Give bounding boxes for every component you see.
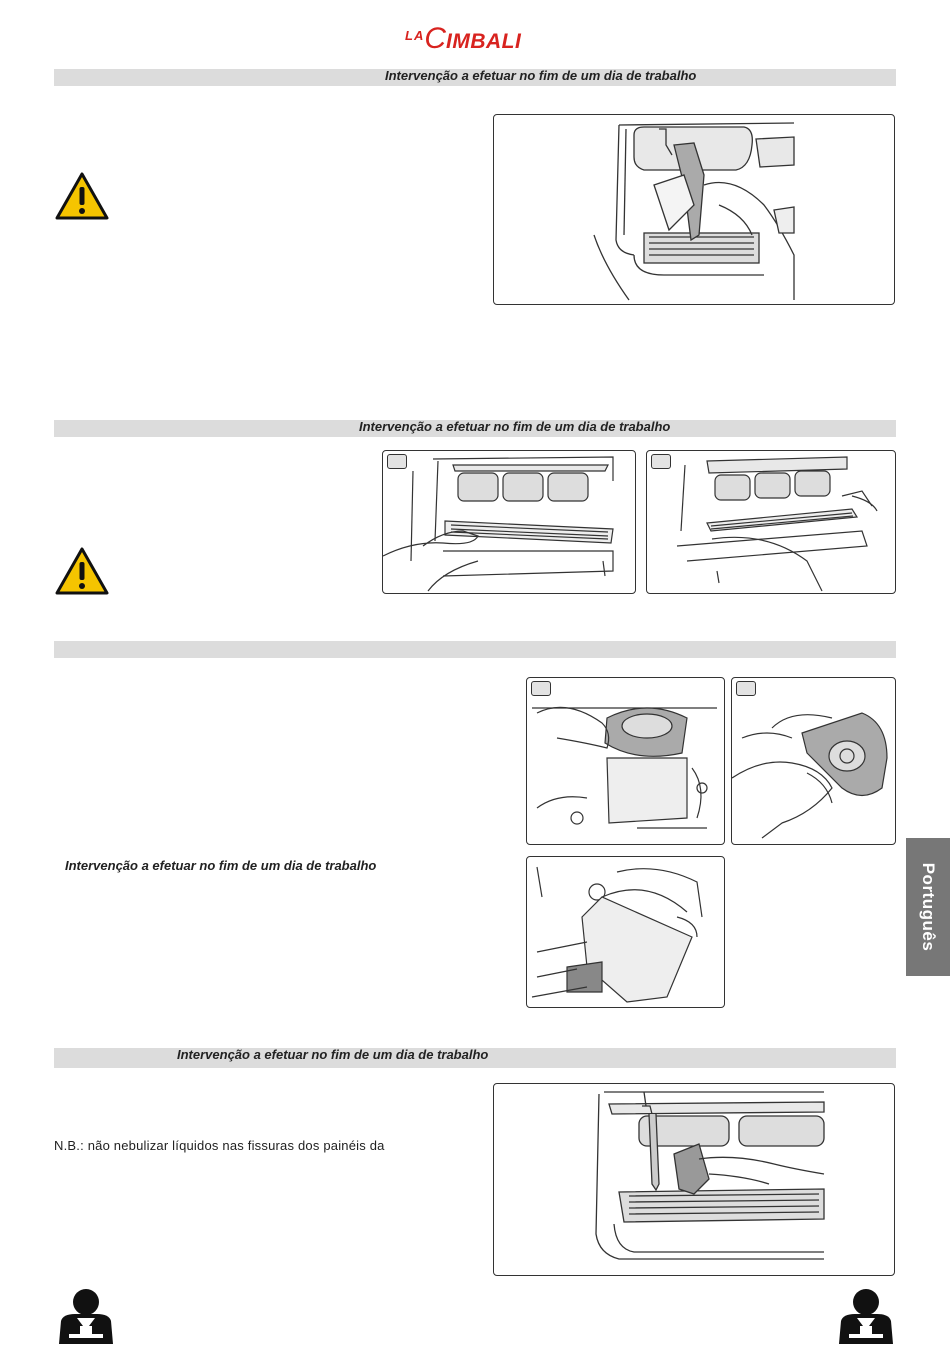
language-tab-label: Português (919, 862, 938, 952)
warning-triangle-icon (54, 546, 110, 596)
step-tag (387, 454, 407, 469)
logo-prefix: LA (405, 28, 425, 43)
filter-removal-illustration (526, 677, 725, 845)
drip-tray-removal-illustration (382, 450, 636, 594)
machine-body-cleaning-illustration (493, 1083, 895, 1276)
section-5-title: Intervenção a efetuar no fim de um dia de trabalho (177, 1047, 489, 1062)
water-pouring-illustration (526, 856, 725, 1008)
warning-triangle-icon (54, 171, 110, 221)
logo-rest: IMBALI (446, 30, 522, 53)
step-tag (736, 681, 756, 696)
barista-icon (835, 1286, 897, 1346)
brand-logo (405, 22, 545, 55)
section-3-header-bar (54, 641, 896, 658)
section-2-title: Intervenção a efetuar no fim de um dia de trabalho (359, 419, 671, 434)
section-1-title: Intervenção a efetuar no fim de um dia de trabalho (385, 68, 697, 83)
filter-cleaning-illustration (731, 677, 896, 845)
step-tag (651, 454, 671, 469)
section-4-title: Intervenção a efetuar no fim de um dia de trabalho (65, 858, 377, 873)
grille-cleaning-illustration (646, 450, 896, 594)
barista-icon (55, 1286, 117, 1346)
nb-note: N.B.: não nebulizar líquidos nas fissuras dos painéis da (54, 1138, 385, 1153)
steam-wand-cleaning-illustration (493, 114, 895, 305)
language-tab[interactable] (906, 838, 950, 976)
step-tag (531, 681, 551, 696)
logo-initial: C (424, 22, 447, 55)
